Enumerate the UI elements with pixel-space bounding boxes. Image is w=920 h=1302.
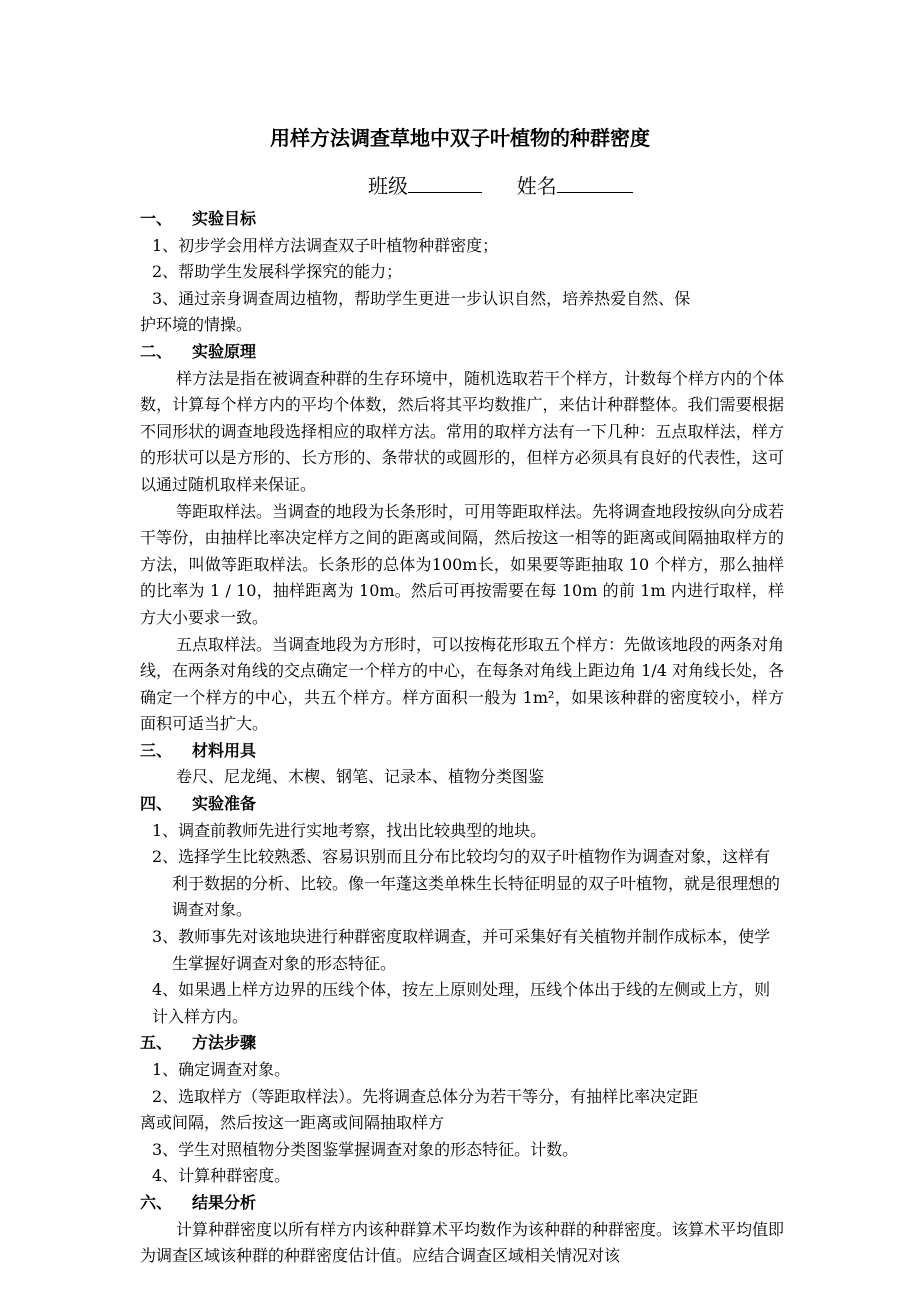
list-item: 2、帮助学生发展科学探究的能力； — [152, 262, 403, 282]
list-item: 3、教师事先对该地块进行种群密度取样调查，并可采集好有关植物并制作成标本，使学生掌握好调查对象的形态特征。 — [152, 927, 771, 973]
list-item: 3、学生对照植物分类图鉴掌握调查对象的形态特征。计数。 — [152, 1139, 579, 1159]
paragraph: 计算种群密度以所有样方内该种群算术平均数作为该种群的种群密度。该算术平均值即为调查区域该种群的种群密度估计值。应结合调查区域相关情况对该 — [140, 1219, 785, 1266]
class-blank[interactable] — [408, 174, 482, 193]
section-heading-3: 三、 材料用具 — [140, 740, 257, 760]
list-item-continued: 护环境的情操。 — [140, 315, 253, 335]
document-title: 用样方法调查草地中双子叶植物的种群密度 — [270, 126, 650, 150]
list-item: 2、选取样方（等距取样法）。先将调查总体分为若干等分，有抽样比率决定距 — [152, 1086, 699, 1106]
list-item: 1、初步学会用样方法调查双子叶植物种群密度； — [152, 235, 499, 255]
list-item: 1、调查前教师先进行实地考察，找出比较典型的地块。 — [152, 820, 547, 840]
materials-list: 卷尺、尼龙绳、木楔、钢笔、记录本、植物分类图鉴 — [176, 767, 545, 787]
section-heading-5: 五、 方法步骤 — [140, 1033, 257, 1053]
section-heading-1: 一、 实验目标 — [140, 209, 257, 228]
name-blank[interactable] — [557, 174, 633, 193]
list-item: 3、通过亲身调查周边植物，帮助学生更进一步认识自然，培养热爱自然、保 — [152, 288, 691, 308]
class-label: 班级 — [368, 174, 408, 198]
section-heading-2: 二、 实验原理 — [140, 341, 257, 361]
list-item-continued: 离或间隔，然后按这一距离或间隔抽取样方 — [140, 1113, 445, 1133]
paragraph: 五点取样法。当调查地段为方形时，可以按梅花形取五个样方：先做该地段的两条对角线，在两条对角线的交点确定一个样方的中心，在每条对角线上距边角 1/4 对角线长处，各确定一个样方的中心，共五个样方。样方面积一般为 1m²，如果该种群的密度较小，样方面积可适当扩大。 — [140, 634, 785, 734]
name-label: 姓名 — [516, 174, 557, 198]
class-name-line — [368, 170, 633, 199]
paragraph: 样方法是指在被调查种群的生存环境中，随机选取若干个样方，计数每个样方内的个体数，计算每个样方内的平均个体数，然后将其平均数推广，来估计种群整体。我们需要根据不同形状的调查地段选择相应的取样方法。常用的取样方法有一下几种：五点取样法，样方的形状可以是方形的、长方形的、条带状的或圆形的，但样方必须具有良好的代表性，这可以通过随机取样来保证。 — [140, 368, 785, 494]
list-item: 4、计算种群密度。 — [152, 1166, 291, 1186]
section-heading-4: 四、 实验准备 — [140, 794, 257, 814]
list-item: 2、选择学生比较熟悉、容易识别而且分布比较均匀的双子叶植物作为调查对象，这样有利于数据的分析、比较。像一年蓬这类单株生长特征明显的双子叶植物，就是很理想的调查对象。 — [152, 847, 781, 920]
list-item: 1、确定调查对象。 — [152, 1060, 291, 1079]
paragraph: 等距取样法。当调查的地段为长条形时，可用等距取样法。先将调查地段按纵向分成若干等份，由抽样比率决定样方之间的距离或间隔，然后按这一相等的距离或间隔抽取样方的方法，叫做等距取样法。长条形的总体为100m长，如果要等距抽取 10 个样方，那么抽样的比率为 1 / 10，抽样距离为 10m。然后可再按需要在每 10m 的前 1m 内进行取样，样方大小要求一致。 — [140, 501, 785, 627]
section-heading-6: 六、 结果分析 — [140, 1192, 257, 1212]
document-body — [140, 206, 784, 1270]
list-item: 4、如果遇上样方边界的压线个体，按左上原则处理，压线个体出于线的左侧或上方，则计入样方内。 — [152, 980, 771, 1026]
